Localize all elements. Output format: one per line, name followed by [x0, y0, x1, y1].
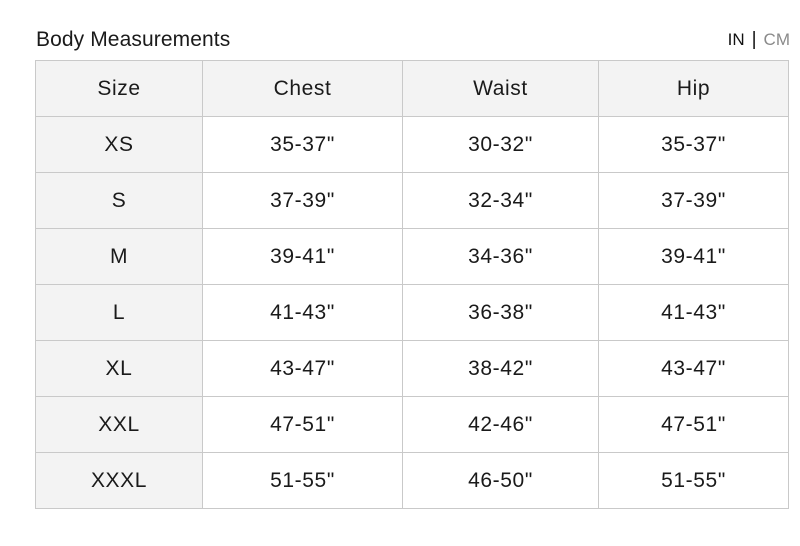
size-cell: M: [36, 229, 203, 285]
hip-cell: 37-39": [599, 173, 789, 229]
table-row: [36, 341, 789, 397]
column-header-size: Size: [36, 61, 203, 117]
hip-cell: 35-37": [599, 117, 789, 173]
size-cell: S: [36, 173, 203, 229]
hip-cell: 51-55": [599, 453, 789, 509]
column-header-chest: Chest: [203, 61, 403, 117]
chest-cell: 41-43": [203, 285, 403, 341]
page-title: Body Measurements: [36, 28, 231, 51]
chest-cell: 35-37": [203, 117, 403, 173]
waist-cell: 46-50": [403, 453, 599, 509]
table-row: [36, 453, 789, 509]
waist-cell: 30-32": [403, 117, 599, 173]
table-row: [36, 229, 789, 285]
hip-cell: 47-51": [599, 397, 789, 453]
chest-cell: 47-51": [203, 397, 403, 453]
chest-cell: 39-41": [203, 229, 403, 285]
table-header-row: [36, 61, 789, 117]
chest-cell: 37-39": [203, 173, 403, 229]
chest-cell: 51-55": [203, 453, 403, 509]
size-cell: XL: [36, 341, 203, 397]
hip-cell: 39-41": [599, 229, 789, 285]
column-header-hip: Hip: [599, 61, 789, 117]
hip-cell: 41-43": [599, 285, 789, 341]
unit-in-button[interactable]: IN: [727, 30, 745, 49]
size-cell: XS: [36, 117, 203, 173]
waist-cell: 42-46": [403, 397, 599, 453]
table-row: [36, 285, 789, 341]
chest-cell: 43-47": [203, 341, 403, 397]
size-cell: XXL: [36, 397, 203, 453]
waist-cell: 34-36": [403, 229, 599, 285]
size-cell: L: [36, 285, 203, 341]
unit-toggle: [728, 29, 790, 51]
size-cell: XXXL: [36, 453, 203, 509]
measurements-header: [36, 26, 790, 54]
table-row: [36, 117, 789, 173]
table-row: [36, 173, 789, 229]
table-row: [36, 397, 789, 453]
waist-cell: 32-34": [403, 173, 599, 229]
hip-cell: 43-47": [599, 341, 789, 397]
waist-cell: 38-42": [403, 341, 599, 397]
measurements-table-container: [35, 60, 788, 509]
unit-separator: |: [751, 29, 757, 50]
column-header-waist: Waist: [403, 61, 599, 117]
waist-cell: 36-38": [403, 285, 599, 341]
measurements-table: [35, 60, 789, 509]
unit-cm-button[interactable]: CM: [763, 30, 790, 49]
